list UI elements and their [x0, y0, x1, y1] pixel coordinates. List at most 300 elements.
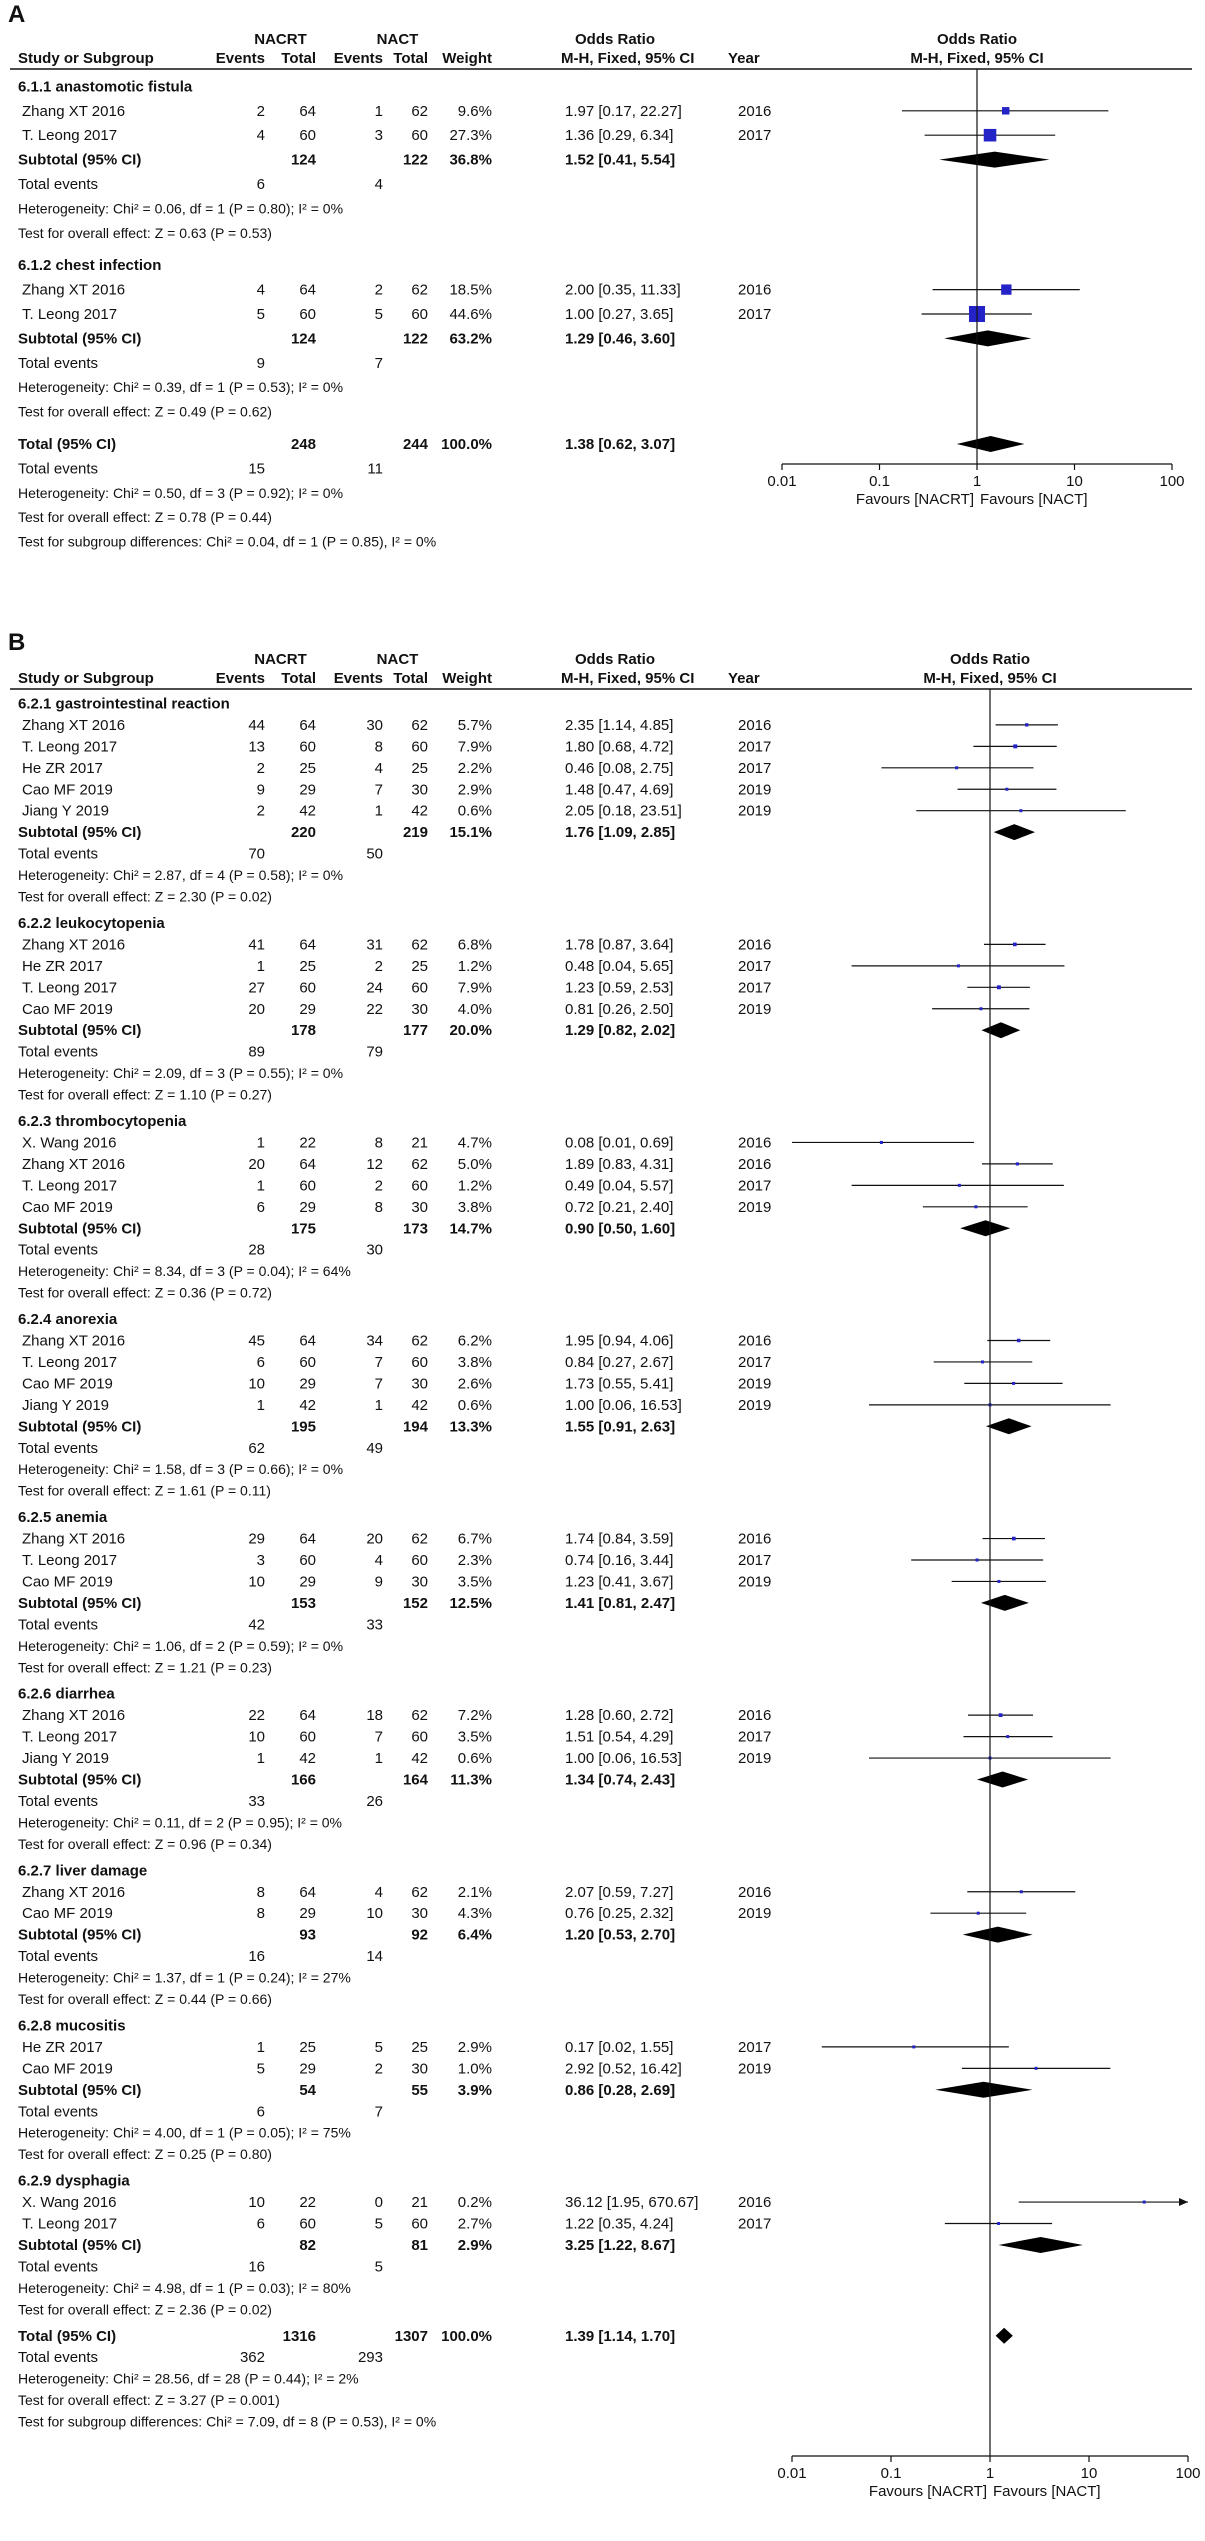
- subtotal-total-nact: 164: [402, 1771, 428, 1789]
- heterogeneity-text: Heterogeneity: Chi² = 0.11, df = 2 (P = 0.95); I² = 0%: [18, 1814, 342, 1831]
- subtotal-diamond: [939, 152, 1049, 168]
- x-tick-label: 100: [1159, 473, 1185, 490]
- study-total-nact: 30: [411, 1573, 428, 1591]
- subtotal-total-nacrt: 220: [290, 824, 316, 842]
- study-events-nact: 20: [366, 1530, 383, 1548]
- study-name: He ZR 2017: [22, 957, 103, 975]
- study-name: Cao MF 2019: [22, 1375, 113, 1393]
- study-name: X. Wang 2016: [22, 1134, 117, 1152]
- study-events-nact: 8: [374, 1134, 383, 1152]
- subtotal-total-nacrt: 82: [299, 2236, 316, 2254]
- subgroup-title: 6.2.3 thrombocytopenia: [18, 1113, 187, 1130]
- study-events-nacrt: 1: [256, 1750, 265, 1768]
- subtotal-ci: 3.25 [1.22, 8.67]: [565, 2236, 676, 2254]
- study-marker: [1012, 1537, 1016, 1541]
- header-events-2: Events: [333, 670, 383, 687]
- study-total-nacrt: 60: [299, 127, 316, 145]
- study-weight: 1.2%: [457, 1177, 492, 1195]
- study-weight: 0.6%: [457, 802, 492, 820]
- study-weight: 7.2%: [457, 1707, 492, 1725]
- header-study: Study or Subgroup: [18, 50, 154, 67]
- subtotal-weight: 20.0%: [449, 1022, 492, 1040]
- study-events-nact: 3: [374, 127, 383, 145]
- study-name: Zhang XT 2016: [22, 936, 126, 954]
- subtotal-label: Subtotal (95% CI): [18, 1220, 142, 1238]
- study-year: 2017: [738, 1353, 772, 1371]
- overall-effect-text: Test for overall effect: Z = 1.21 (P = 0.23): [18, 1659, 272, 1676]
- study-ci: 1.23 [0.41, 3.67]: [565, 1573, 674, 1591]
- study-ci: 1.23 [0.59, 2.53]: [565, 979, 674, 997]
- study-marker: [976, 1559, 979, 1562]
- study-total-nact: 30: [411, 781, 428, 799]
- study-year: 2017: [738, 759, 772, 777]
- study-total-nact: 42: [411, 1396, 428, 1414]
- study-events-nact: 1: [374, 102, 383, 120]
- header-group1: NACRT: [254, 31, 307, 48]
- study-ci: 2.92 [0.52, 16.42]: [565, 2060, 682, 2078]
- subgroup-title: 6.1.2 chest infection: [18, 257, 162, 275]
- study-total-nacrt: 60: [299, 2215, 316, 2233]
- subtotal-label: Subtotal (95% CI): [18, 1926, 142, 1944]
- study-events-nacrt: 2: [256, 802, 265, 820]
- study-year: 2019: [738, 781, 772, 799]
- study-name: T. Leong 2017: [22, 979, 118, 997]
- study-events-nacrt: 10: [248, 2194, 265, 2212]
- study-year: 2019: [738, 2060, 772, 2078]
- study-year: 2019: [738, 1573, 772, 1591]
- study-events-nacrt: 6: [256, 1353, 265, 1371]
- study-total-nacrt: 64: [299, 936, 316, 954]
- study-marker: [1017, 1339, 1020, 1342]
- study-name: T. Leong 2017: [22, 1177, 118, 1195]
- total-events-nacrt: 6: [256, 176, 265, 193]
- x-tick-label: 1: [985, 2465, 995, 2482]
- study-events-nacrt: 8: [256, 1883, 265, 1901]
- subtotal-total-nacrt: 175: [290, 1220, 316, 1238]
- study-year: 2017: [738, 1552, 772, 1569]
- study-weight: 2.7%: [457, 2215, 492, 2233]
- study-name: Cao MF 2019: [22, 1198, 113, 1216]
- heterogeneity-text: Heterogeneity: Chi² = 8.34, df = 3 (P = 0.04); I² = 64%: [18, 1263, 351, 1280]
- study-weight: 9.6%: [457, 102, 492, 120]
- study-events-nact: 5: [374, 306, 383, 323]
- study-events-nacrt: 5: [256, 306, 265, 323]
- total-events-nact: 49: [366, 1439, 383, 1457]
- subtotal-total-nact: 177: [402, 1022, 428, 1040]
- study-events-nact: 7: [374, 1728, 383, 1746]
- study-name: Zhang XT 2016: [22, 1155, 126, 1173]
- study-marker: [912, 2045, 915, 2048]
- study-marker: [1002, 107, 1009, 114]
- header-or-sub: M-H, Fixed, 95% CI: [561, 50, 695, 67]
- study-ci: 0.84 [0.27, 2.67]: [565, 1353, 674, 1371]
- study-name: Zhang XT 2016: [22, 1530, 126, 1548]
- study-events-nact: 7: [374, 1353, 383, 1371]
- study-year: 2017: [738, 127, 772, 145]
- study-weight: 4.7%: [457, 1134, 492, 1152]
- total-events-nact: 7: [374, 354, 383, 372]
- study-total-nact: 21: [411, 1134, 428, 1152]
- subtotal-diamond: [999, 2237, 1083, 2253]
- header-total-2: Total: [393, 50, 428, 67]
- favours-right-label: Favours [NACT]: [993, 2483, 1101, 2500]
- study-events-nact: 2: [374, 2060, 383, 2078]
- subtotal-diamond: [981, 1022, 1020, 1038]
- study-total-nact: 60: [411, 738, 428, 756]
- subgroup-title: 6.2.4 anorexia: [18, 1311, 118, 1329]
- study-name: Cao MF 2019: [22, 781, 113, 799]
- total-events-nacrt: 362: [239, 2349, 265, 2367]
- total-events-label: Total events: [18, 1792, 99, 1810]
- study-events-nact: 4: [374, 1552, 383, 1569]
- total-diamond: [996, 2328, 1013, 2344]
- study-name: T. Leong 2017: [22, 1728, 118, 1746]
- study-ci: 1.00 [0.06, 16.53]: [565, 1396, 682, 1414]
- subtotal-total-nact: 219: [402, 824, 428, 842]
- total-events-nact: 26: [366, 1792, 383, 1810]
- study-marker: [1143, 2201, 1146, 2204]
- study-year: 2016: [738, 1883, 772, 1901]
- subtotal-diamond: [977, 1772, 1028, 1788]
- study-ci: 0.72 [0.21, 2.40]: [565, 1198, 674, 1216]
- overall-effect-text: Test for overall effect: Z = 0.44 (P = 0.66): [18, 1991, 272, 2007]
- study-marker: [981, 1360, 984, 1363]
- heterogeneity-text: Heterogeneity: Chi² = 0.39, df = 1 (P = 0.53); I² = 0%: [18, 379, 344, 396]
- study-total-nact: 62: [411, 1155, 428, 1173]
- subtotal-label: Subtotal (95% CI): [18, 151, 142, 169]
- study-weight: 4.3%: [457, 1905, 492, 1923]
- study-year: 2017: [738, 1728, 772, 1746]
- study-total-nact: 42: [411, 802, 428, 820]
- study-total-nact: 25: [411, 2038, 428, 2056]
- total-events-nact: 50: [366, 845, 383, 863]
- study-name: X. Wang 2016: [22, 2194, 117, 2212]
- study-year: 2016: [738, 102, 772, 120]
- heterogeneity-text: Heterogeneity: Chi² = 2.87, df = 4 (P = 0.58); I² = 0%: [18, 867, 344, 884]
- study-name: Cao MF 2019: [22, 1000, 113, 1018]
- study-year: 2016: [738, 1530, 772, 1548]
- study-events-nact: 2: [374, 1177, 383, 1195]
- study-total-nact: 60: [411, 306, 428, 323]
- header-or-title: Odds Ratio: [574, 651, 656, 668]
- study-total-nact: 62: [411, 1332, 428, 1350]
- study-year: 2016: [738, 281, 772, 299]
- total-total-nact: 244: [402, 436, 428, 453]
- study-weight: 6.2%: [457, 1332, 492, 1350]
- subtotal-label: Subtotal (95% CI): [18, 2081, 142, 2099]
- study-events-nacrt: 8: [256, 1905, 265, 1923]
- total-total-nact: 1307: [394, 2327, 428, 2345]
- study-marker: [1013, 943, 1017, 947]
- study-weight: 6.7%: [457, 1530, 492, 1548]
- subtotal-weight: 11.3%: [450, 1771, 492, 1789]
- favours-left-label: Favours [NACRT]: [868, 2483, 987, 2500]
- study-weight: 3.5%: [457, 1573, 492, 1591]
- study-events-nacrt: 1: [256, 2038, 265, 2056]
- study-total-nacrt: 42: [299, 802, 316, 820]
- subtotal-diamond: [944, 330, 1031, 346]
- study-events-nacrt: 10: [248, 1728, 265, 1746]
- study-weight: 3.5%: [457, 1728, 492, 1746]
- total-events-nact: 4: [374, 176, 383, 193]
- study-marker: [1025, 723, 1028, 726]
- study-total-nact: 60: [411, 1353, 428, 1371]
- ci-arrow-right: [1179, 2198, 1188, 2206]
- heterogeneity-text: Heterogeneity: Chi² = 1.06, df = 2 (P = 0.59); I² = 0%: [18, 1637, 344, 1654]
- heterogeneity-text: Heterogeneity: Chi² = 2.09, df = 3 (P = 0.55); I² = 0%: [18, 1065, 344, 1082]
- header-group2: NACT: [376, 651, 419, 668]
- study-weight: 44.6%: [449, 306, 492, 323]
- subtotal-total-nacrt: 153: [290, 1594, 316, 1612]
- total-total-nacrt: 1316: [282, 2327, 316, 2345]
- heterogeneity-text: Heterogeneity: Chi² = 4.00, df = 1 (P = 0.05); I² = 75%: [18, 2124, 351, 2141]
- study-ci: 1.73 [0.55, 5.41]: [565, 1375, 674, 1393]
- x-tick-label: 0.01: [767, 473, 797, 490]
- study-total-nact: 30: [411, 1905, 428, 1923]
- study-events-nacrt: 2: [256, 102, 265, 120]
- total-events-label: Total events: [18, 354, 99, 372]
- subgroup-title: 6.2.1 gastrointestinal reaction: [18, 695, 230, 713]
- total-events-nact: 11: [367, 460, 383, 478]
- subgroup-title: 6.2.8 mucositis: [18, 2017, 126, 2035]
- study-events-nacrt: 1: [256, 1177, 265, 1195]
- study-total-nacrt: 29: [299, 1573, 316, 1591]
- header-events-1: Events: [215, 50, 265, 67]
- overall-effect-text: Test for overall effect: Z = 1.61 (P = 0.11): [18, 1482, 271, 1499]
- study-events-nacrt: 13: [248, 738, 265, 756]
- study-ci: 0.81 [0.26, 2.50]: [565, 1000, 674, 1018]
- study-events-nact: 2: [374, 281, 383, 299]
- study-marker: [957, 964, 960, 967]
- study-events-nact: 30: [366, 716, 383, 734]
- study-year: 2017: [738, 306, 772, 323]
- study-events-nact: 8: [374, 1198, 383, 1216]
- study-total-nacrt: 64: [299, 102, 316, 120]
- study-events-nact: 9: [374, 1573, 383, 1591]
- subtotal-label: Subtotal (95% CI): [18, 2236, 142, 2254]
- study-name: Zhang XT 2016: [22, 1707, 126, 1725]
- study-name: T. Leong 2017: [22, 127, 118, 145]
- study-marker: [984, 129, 997, 142]
- study-events-nact: 2: [374, 957, 383, 975]
- study-ci: 1.22 [0.35, 4.24]: [565, 2215, 674, 2233]
- study-marker: [955, 766, 958, 769]
- study-total-nact: 60: [411, 2215, 428, 2233]
- panel-label: B: [8, 629, 26, 656]
- total-events-nacrt: 70: [248, 845, 265, 863]
- study-total-nacrt: 64: [299, 1155, 316, 1173]
- total-events-label: Total events: [18, 460, 99, 478]
- subtotal-total-nact: 55: [411, 2081, 428, 2099]
- study-events-nacrt: 45: [248, 1332, 265, 1350]
- subtotal-weight: 3.9%: [457, 2081, 492, 2099]
- study-events-nact: 8: [374, 738, 383, 756]
- study-weight: 18.5%: [449, 281, 492, 299]
- study-events-nact: 24: [366, 979, 383, 997]
- total-events-nacrt: 16: [248, 2258, 265, 2276]
- study-marker: [997, 1580, 1000, 1583]
- subtotal-label: Subtotal (95% CI): [18, 1771, 142, 1789]
- subtotal-ci: 0.86 [0.28, 2.69]: [565, 2081, 676, 2099]
- study-ci: 0.17 [0.02, 1.55]: [565, 2038, 674, 2056]
- subtotal-weight: 14.7%: [449, 1220, 492, 1238]
- x-tick-label: 10: [1066, 473, 1083, 490]
- study-ci: 0.08 [0.01, 0.69]: [565, 1134, 674, 1152]
- header-or-title: Odds Ratio: [574, 31, 656, 48]
- study-total-nacrt: 60: [299, 1728, 316, 1746]
- study-ci: 1.80 [0.68, 4.72]: [565, 738, 674, 756]
- header-total-1: Total: [281, 670, 316, 687]
- subtotal-ci: 1.52 [0.41, 5.54]: [565, 151, 676, 169]
- study-name: Zhang XT 2016: [22, 1883, 126, 1901]
- footer-text: Test for subgroup differences: Chi² = 0.04, df = 1 (P = 0.85), I² = 0%: [18, 533, 437, 550]
- study-events-nact: 4: [374, 759, 383, 777]
- study-weight: 4.0%: [457, 1000, 492, 1018]
- favours-left-label: Favours [NACRT]: [855, 491, 974, 508]
- subtotal-weight: 15.1%: [449, 824, 492, 842]
- study-total-nacrt: 42: [299, 1396, 316, 1414]
- study-weight: 3.8%: [457, 1198, 492, 1216]
- study-year: 2016: [738, 1134, 772, 1152]
- subtotal-total-nact: 92: [411, 1926, 428, 1944]
- study-name: T. Leong 2017: [22, 1552, 118, 1569]
- study-total-nacrt: 60: [299, 1177, 316, 1195]
- total-diamond: [957, 436, 1025, 452]
- study-events-nact: 34: [366, 1332, 383, 1350]
- study-year: 2019: [738, 1750, 772, 1768]
- study-marker: [1005, 788, 1008, 791]
- subtotal-diamond: [935, 2082, 1032, 2098]
- subtotal-label: Subtotal (95% CI): [18, 1594, 142, 1612]
- study-weight: 7.9%: [457, 738, 492, 756]
- study-year: 2017: [738, 957, 772, 975]
- total-events-label: Total events: [18, 2103, 99, 2121]
- study-ci: 1.74 [0.84, 3.59]: [565, 1530, 674, 1548]
- study-total-nacrt: 64: [299, 1530, 316, 1548]
- study-name: Zhang XT 2016: [22, 281, 126, 299]
- subtotal-label: Subtotal (95% CI): [18, 1418, 142, 1436]
- study-ci: 1.28 [0.60, 2.72]: [565, 1707, 674, 1725]
- total-events-nacrt: 16: [248, 1948, 265, 1966]
- study-weight: 2.9%: [457, 2038, 492, 2056]
- study-events-nacrt: 22: [248, 1707, 265, 1725]
- study-events-nact: 12: [366, 1155, 383, 1173]
- study-total-nact: 60: [411, 1177, 428, 1195]
- study-year: 2017: [738, 2038, 772, 2056]
- study-year: 2019: [738, 1375, 772, 1393]
- study-weight: 2.6%: [457, 1375, 492, 1393]
- study-marker: [880, 1141, 883, 1144]
- study-marker: [1035, 2067, 1038, 2070]
- study-total-nact: 30: [411, 1375, 428, 1393]
- study-events-nact: 4: [374, 1883, 383, 1901]
- total-events-label: Total events: [18, 1043, 99, 1061]
- study-name: T. Leong 2017: [22, 2215, 118, 2233]
- overall-effect-text: Test for overall effect: Z = 2.36 (P = 0.02): [18, 2301, 272, 2318]
- heterogeneity-text: Heterogeneity: Chi² = 0.06, df = 1 (P = 0.80); I² = 0%: [18, 200, 344, 217]
- study-ci: 1.00 [0.06, 16.53]: [565, 1750, 682, 1768]
- total-events-nacrt: 15: [248, 460, 265, 478]
- study-events-nact: 10: [366, 1905, 383, 1923]
- overall-effect-text: Test for overall effect: Z = 0.96 (P = 0.34): [18, 1835, 272, 1852]
- study-name: Jiang Y 2019: [22, 1750, 110, 1768]
- study-ci: 1.36 [0.29, 6.34]: [565, 127, 674, 145]
- total-events-nacrt: 33: [248, 1792, 265, 1810]
- heterogeneity-text: Heterogeneity: Chi² = 1.37, df = 1 (P = 0.24); I² = 27%: [18, 1969, 351, 1986]
- study-ci: 0.48 [0.04, 5.65]: [565, 957, 674, 975]
- study-ci: 2.05 [0.18, 23.51]: [565, 802, 682, 820]
- study-ci: 1.95 [0.94, 4.06]: [565, 1332, 674, 1350]
- study-weight: 5.7%: [457, 716, 492, 734]
- total-events-label: Total events: [18, 1948, 99, 1966]
- study-total-nact: 62: [411, 716, 428, 734]
- subtotal-label: Subtotal (95% CI): [18, 330, 142, 348]
- study-events-nacrt: 10: [248, 1573, 265, 1591]
- x-tick-label: 0.1: [880, 2465, 902, 2482]
- study-weight: 0.6%: [457, 1750, 492, 1768]
- study-weight: 2.2%: [457, 759, 492, 777]
- study-marker: [1016, 1162, 1019, 1165]
- footer-text: Test for overall effect: Z = 0.78 (P = 0.44): [18, 509, 272, 526]
- subgroup-title: 6.2.9 dysphagia: [18, 2172, 130, 2190]
- subtotal-ci: 1.20 [0.53, 2.70]: [565, 1926, 676, 1944]
- subtotal-weight: 63.2%: [449, 330, 492, 348]
- study-events-nacrt: 20: [248, 1000, 265, 1018]
- study-ci: 0.46 [0.08, 2.75]: [565, 759, 674, 777]
- study-events-nact: 22: [366, 1000, 383, 1018]
- study-total-nacrt: 22: [299, 1134, 316, 1152]
- header-events-2: Events: [333, 50, 383, 67]
- study-name: Cao MF 2019: [22, 1905, 113, 1923]
- header-group2: NACT: [376, 31, 419, 48]
- total-events-nacrt: 89: [248, 1043, 265, 1061]
- subtotal-diamond: [981, 1595, 1029, 1611]
- study-ci: 36.12 [1.95, 670.67]: [565, 2194, 699, 2212]
- subtotal-diamond: [960, 1220, 1010, 1236]
- study-total-nact: 62: [411, 1530, 428, 1548]
- study-events-nacrt: 6: [256, 1198, 265, 1216]
- header-weight: Weight: [442, 50, 492, 67]
- study-total-nacrt: 60: [299, 979, 316, 997]
- study-name: Jiang Y 2019: [22, 802, 110, 820]
- total-total-nacrt: 248: [290, 436, 316, 453]
- study-total-nacrt: 29: [299, 2060, 316, 2078]
- total-events-label: Total events: [18, 2258, 99, 2276]
- study-name: Cao MF 2019: [22, 1573, 113, 1591]
- study-marker: [1012, 1382, 1015, 1385]
- study-events-nact: 7: [374, 1375, 383, 1393]
- study-total-nact: 60: [411, 979, 428, 997]
- total-events-label: Total events: [18, 1616, 99, 1634]
- subtotal-total-nacrt: 124: [290, 330, 316, 348]
- study-events-nact: 1: [374, 1396, 383, 1414]
- x-tick-label: 100: [1175, 2465, 1201, 2482]
- total-events-nacrt: 42: [248, 1616, 265, 1634]
- study-year: 2017: [738, 979, 772, 997]
- study-year: 2019: [738, 1396, 772, 1414]
- total-label: Total (95% CI): [18, 2327, 117, 2345]
- subtotal-diamond: [994, 824, 1035, 840]
- study-total-nact: 42: [411, 1750, 428, 1768]
- study-total-nact: 30: [411, 1198, 428, 1216]
- study-weight: 7.9%: [457, 979, 492, 997]
- study-total-nacrt: 25: [299, 2038, 316, 2056]
- header-study: Study or Subgroup: [18, 670, 154, 687]
- study-total-nacrt: 60: [299, 306, 316, 323]
- study-marker: [958, 1184, 961, 1187]
- study-total-nact: 62: [411, 1883, 428, 1901]
- study-year: 2017: [738, 738, 772, 756]
